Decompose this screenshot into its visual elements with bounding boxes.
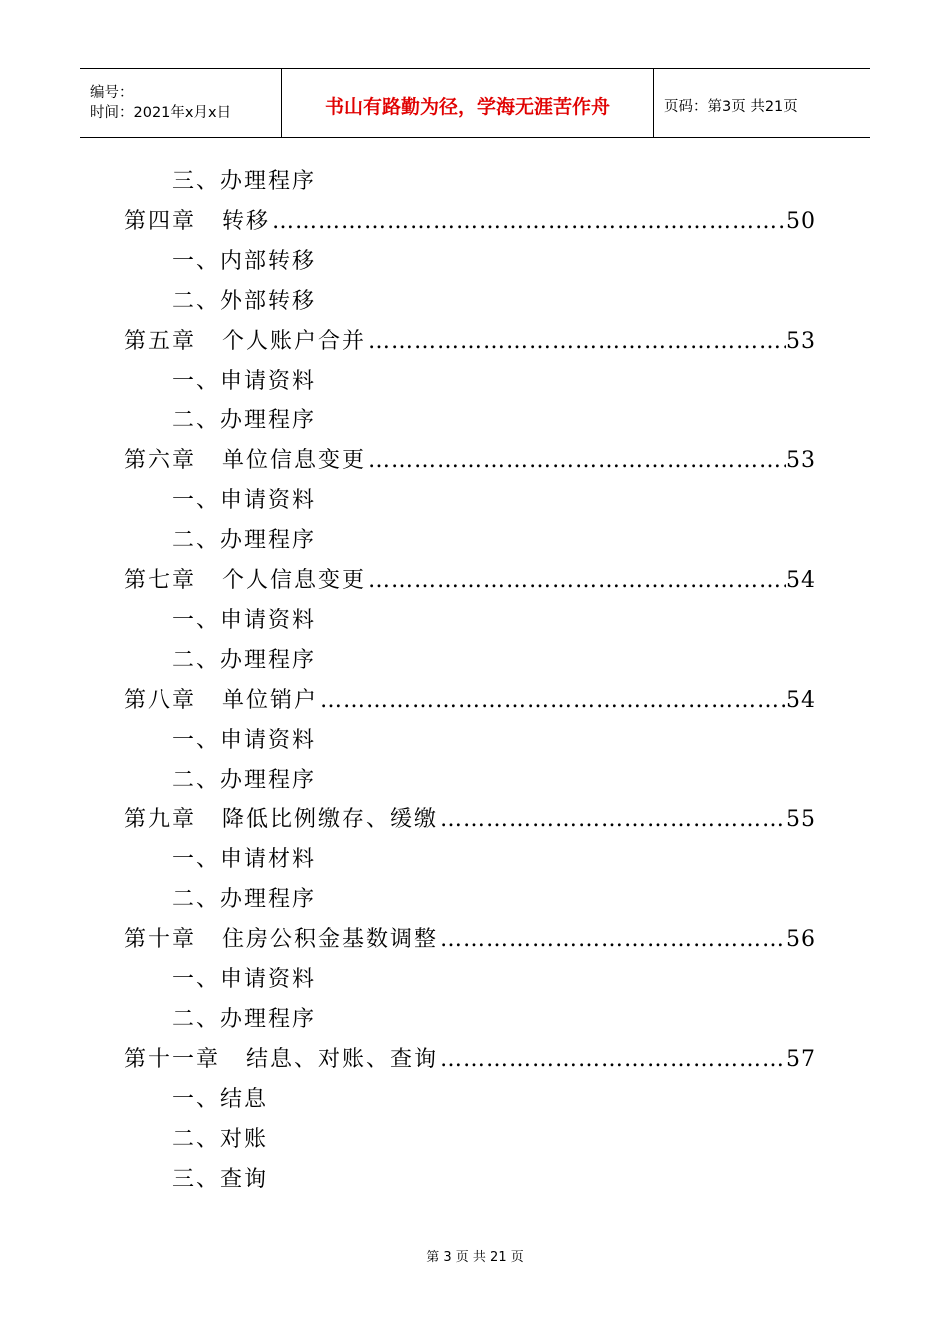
toc-chapter-entry xyxy=(124,681,816,721)
chapter-page-number: 54 xyxy=(786,687,816,713)
chapter-title: 单位销户 xyxy=(222,687,319,713)
chapter-number: 第七章 xyxy=(124,568,197,593)
toc-section-entry: 一、申请资料 xyxy=(172,607,317,633)
toc-section-entry: 二、办理程序 xyxy=(172,887,317,913)
number-label: 编号： xyxy=(90,85,134,101)
chapter-title: 单位信息变更 xyxy=(222,448,367,474)
chapter-number: 第五章 xyxy=(124,328,197,354)
toc-section-entry: 二、办理程序 xyxy=(172,1006,317,1032)
chapter-title: 降低比例缴存、缓缴 xyxy=(222,807,439,833)
chapter-page-number: 54 xyxy=(786,568,816,593)
dot-leader xyxy=(440,1040,786,1080)
dot-leader xyxy=(368,322,786,362)
toc-chapter-entry xyxy=(124,322,816,362)
toc-section-entry: 二、办理程序 xyxy=(172,408,317,434)
page-footer: 第 3 页 共 21 页 xyxy=(426,1250,524,1265)
header-motto xyxy=(282,69,654,137)
motto-text: 书山有路勤为径，学海无涯苦作舟 xyxy=(324,95,610,118)
dot-leader xyxy=(368,441,786,481)
toc-section-entry: 二、对账 xyxy=(172,1126,269,1152)
chapter-page-number: 57 xyxy=(786,1046,816,1072)
toc-chapter-entry xyxy=(124,920,816,960)
chapter-title: 转移 xyxy=(222,208,271,234)
chapter-page-number: 56 xyxy=(786,927,816,953)
chapter-number: 第八章 xyxy=(124,687,197,713)
chapter-page-number: 53 xyxy=(786,448,816,474)
header-page-info xyxy=(654,69,870,137)
chapter-title: 住房公积金基数调整 xyxy=(222,927,439,953)
toc-section-entry: 一、申请材料 xyxy=(172,847,317,873)
toc-section-entry: 一、申请资料 xyxy=(172,488,317,514)
chapter-page-number: 53 xyxy=(786,328,816,354)
toc-chapter-entry xyxy=(124,561,816,601)
chapter-title: 个人账户合并 xyxy=(222,328,367,354)
toc-chapter-entry xyxy=(124,202,816,242)
toc-section-entry: 一、结息 xyxy=(172,1086,269,1112)
time-label: 时间：2021年x月x日 xyxy=(90,105,232,121)
chapter-number: 第四章 xyxy=(124,208,197,234)
toc-section-entry: 一、内部转移 xyxy=(172,248,317,274)
toc-section-entry: 二、办理程序 xyxy=(172,767,317,793)
toc-section-entry: 二、办理程序 xyxy=(172,528,317,554)
header-meta xyxy=(80,69,282,137)
toc-section-entry: 三、办理程序 xyxy=(172,169,317,194)
toc-section-entry: 二、外部转移 xyxy=(172,288,317,314)
page-header xyxy=(80,68,870,138)
toc-section-entry: 二、办理程序 xyxy=(172,647,317,673)
toc-chapter-entry xyxy=(124,1040,816,1080)
chapter-number: 第六章 xyxy=(124,448,197,474)
chapter-page-number: 50 xyxy=(786,208,816,234)
toc-chapter-entry xyxy=(124,441,816,481)
dot-leader xyxy=(272,202,786,242)
chapter-title: 个人信息变更 xyxy=(222,568,367,593)
toc-section-entry: 一、申请资料 xyxy=(172,967,317,992)
chapter-title: 结息、对账、查询 xyxy=(246,1046,439,1072)
page-info-text: 页码：第3页 共21页 xyxy=(664,98,798,115)
toc-section-entry: 一、申请资料 xyxy=(172,727,317,753)
dot-leader xyxy=(440,920,786,960)
chapter-page-number: 55 xyxy=(786,807,816,833)
toc-section-entry: 三、查询 xyxy=(172,1166,269,1192)
dot-leader xyxy=(368,561,786,601)
chapter-number: 第十章 xyxy=(124,927,197,953)
dot-leader xyxy=(320,681,786,721)
dot-leader xyxy=(440,800,786,840)
toc-chapter-entry xyxy=(124,800,816,840)
toc-section-entry: 一、申请资料 xyxy=(172,368,317,394)
chapter-number: 第九章 xyxy=(124,807,197,833)
chapter-number: 第十一章 xyxy=(124,1046,221,1072)
